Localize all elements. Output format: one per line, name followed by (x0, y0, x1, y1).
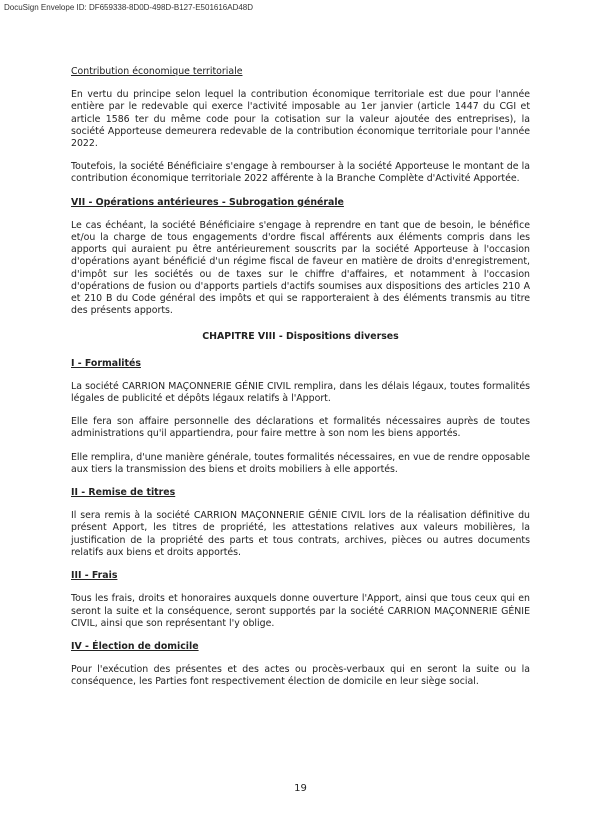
paragraph-formalites-1: La société CARRION MAÇONNERIE GÉNIE CIVIL remplira, dans les délais légaux, toutes formalités légales de publicité et dépôts légaux relatifs à l'Apport. (71, 380, 530, 405)
document-body (71, 66, 530, 689)
paragraph-cet-1: En vertu du principe selon lequel la contribution économique territoriale est due pour l'année entière par le redevable qui exerce l'activité imposable au 1er janvier (article 1447 du CGI et article 1586 ter du même code pour la cotisation sur la valeur ajoutée des entreprises), la société Apporteuse demeurera redevable de la contribution économique territoriale pour l'année 2022. (71, 89, 530, 150)
chapter-title: CHAPITRE VIII - Dispositions diverses (202, 331, 399, 343)
paragraph-formalites-2: Elle fera son affaire personnelle des déclarations et formalités nécessaires auprès de toutes administrations qu'il appartiendra, pour faire mettre à son nom les biens apportés. (71, 416, 530, 440)
section-title-vii: VII - Opérations antérieures - Subrogation générale (71, 196, 344, 208)
paragraph-frais-1: Tous les frais, droits et honoraires auxquels donne ouverture l'Apport, ainsi que tous ceux qui en seront la suite et la conséquence, seront supportés par la société CARRION MAÇONNERIE GÉNIE CIVIL, ainsi que son représentant l'y oblige. (71, 593, 530, 629)
section-title-frais: III - Frais (71, 570, 118, 582)
section-title-remise: II - Remise de titres (71, 487, 176, 499)
paragraph-remise-1: Il sera remis à la société CARRION MAÇONNERIE GÉNIE CIVIL lors de la réalisation définitive du présent Apport, les titres de propriété, les attestations relatives aux valeurs mobilières, la justification de la propriété des parts et tous contrats, archives, pièces ou autres documents relatifs aux biens et droits apportés. (71, 510, 530, 558)
page-number: 19 (294, 783, 307, 794)
paragraph-domicile-1: Pour l'exécution des présentes et des actes ou procès-verbaux qui en seront la suite ou la conséquence, les Parties font respectivement élection de domicile en leur siège social. (71, 664, 530, 688)
paragraph-formalites-3: Elle remplira, d'une manière générale, toutes formalités nécessaires, en vue de rendre opposable aux tiers la transmission des biens et droits mobiliers à elle apportés. (71, 451, 530, 475)
section-title-cet: Contribution économique territoriale (71, 66, 243, 77)
section-title-domicile: IV - Élection de domicile (71, 640, 199, 652)
docusign-envelope-id: DocuSign Envelope ID: DF659338-8D0D-498D-B127-E501616AD48D (4, 3, 254, 12)
section-title-formalites: I - Formalités (71, 357, 141, 369)
paragraph-cet-2: Toutefois, la société Bénéficiaire s'engage à rembourser à la société Apporteuse le montant de la contribution économique territoriale 2022 afférente à la Branche Complète d'Activité Apportée. (71, 161, 530, 185)
paragraph-vii-1: Le cas échéant, la société Bénéficiaire s'engage à reprendre en tant que de besoin, le bénéfice et/ou la charge de tous engagements d'ordre fiscal afférents aux éléments compris dans les apports qui auraient pu être antérieurement souscrits par la société Apporteuse à l'occasion d'opérations ayant bénéficié d'un régime fiscal de faveur en matière de droits d'enregistrement, d'impôt sur les sociétés ou de taxes sur le chiffre d'affaires, et notamment à l'occasion d'opérations de fusion ou d'apports partiels d'actifs soumises aux dispositions des articles 210 A et 210 B du Code général des impôts et qui se rapporteraient à des éléments transmis au titre des présents apports. (71, 219, 530, 317)
